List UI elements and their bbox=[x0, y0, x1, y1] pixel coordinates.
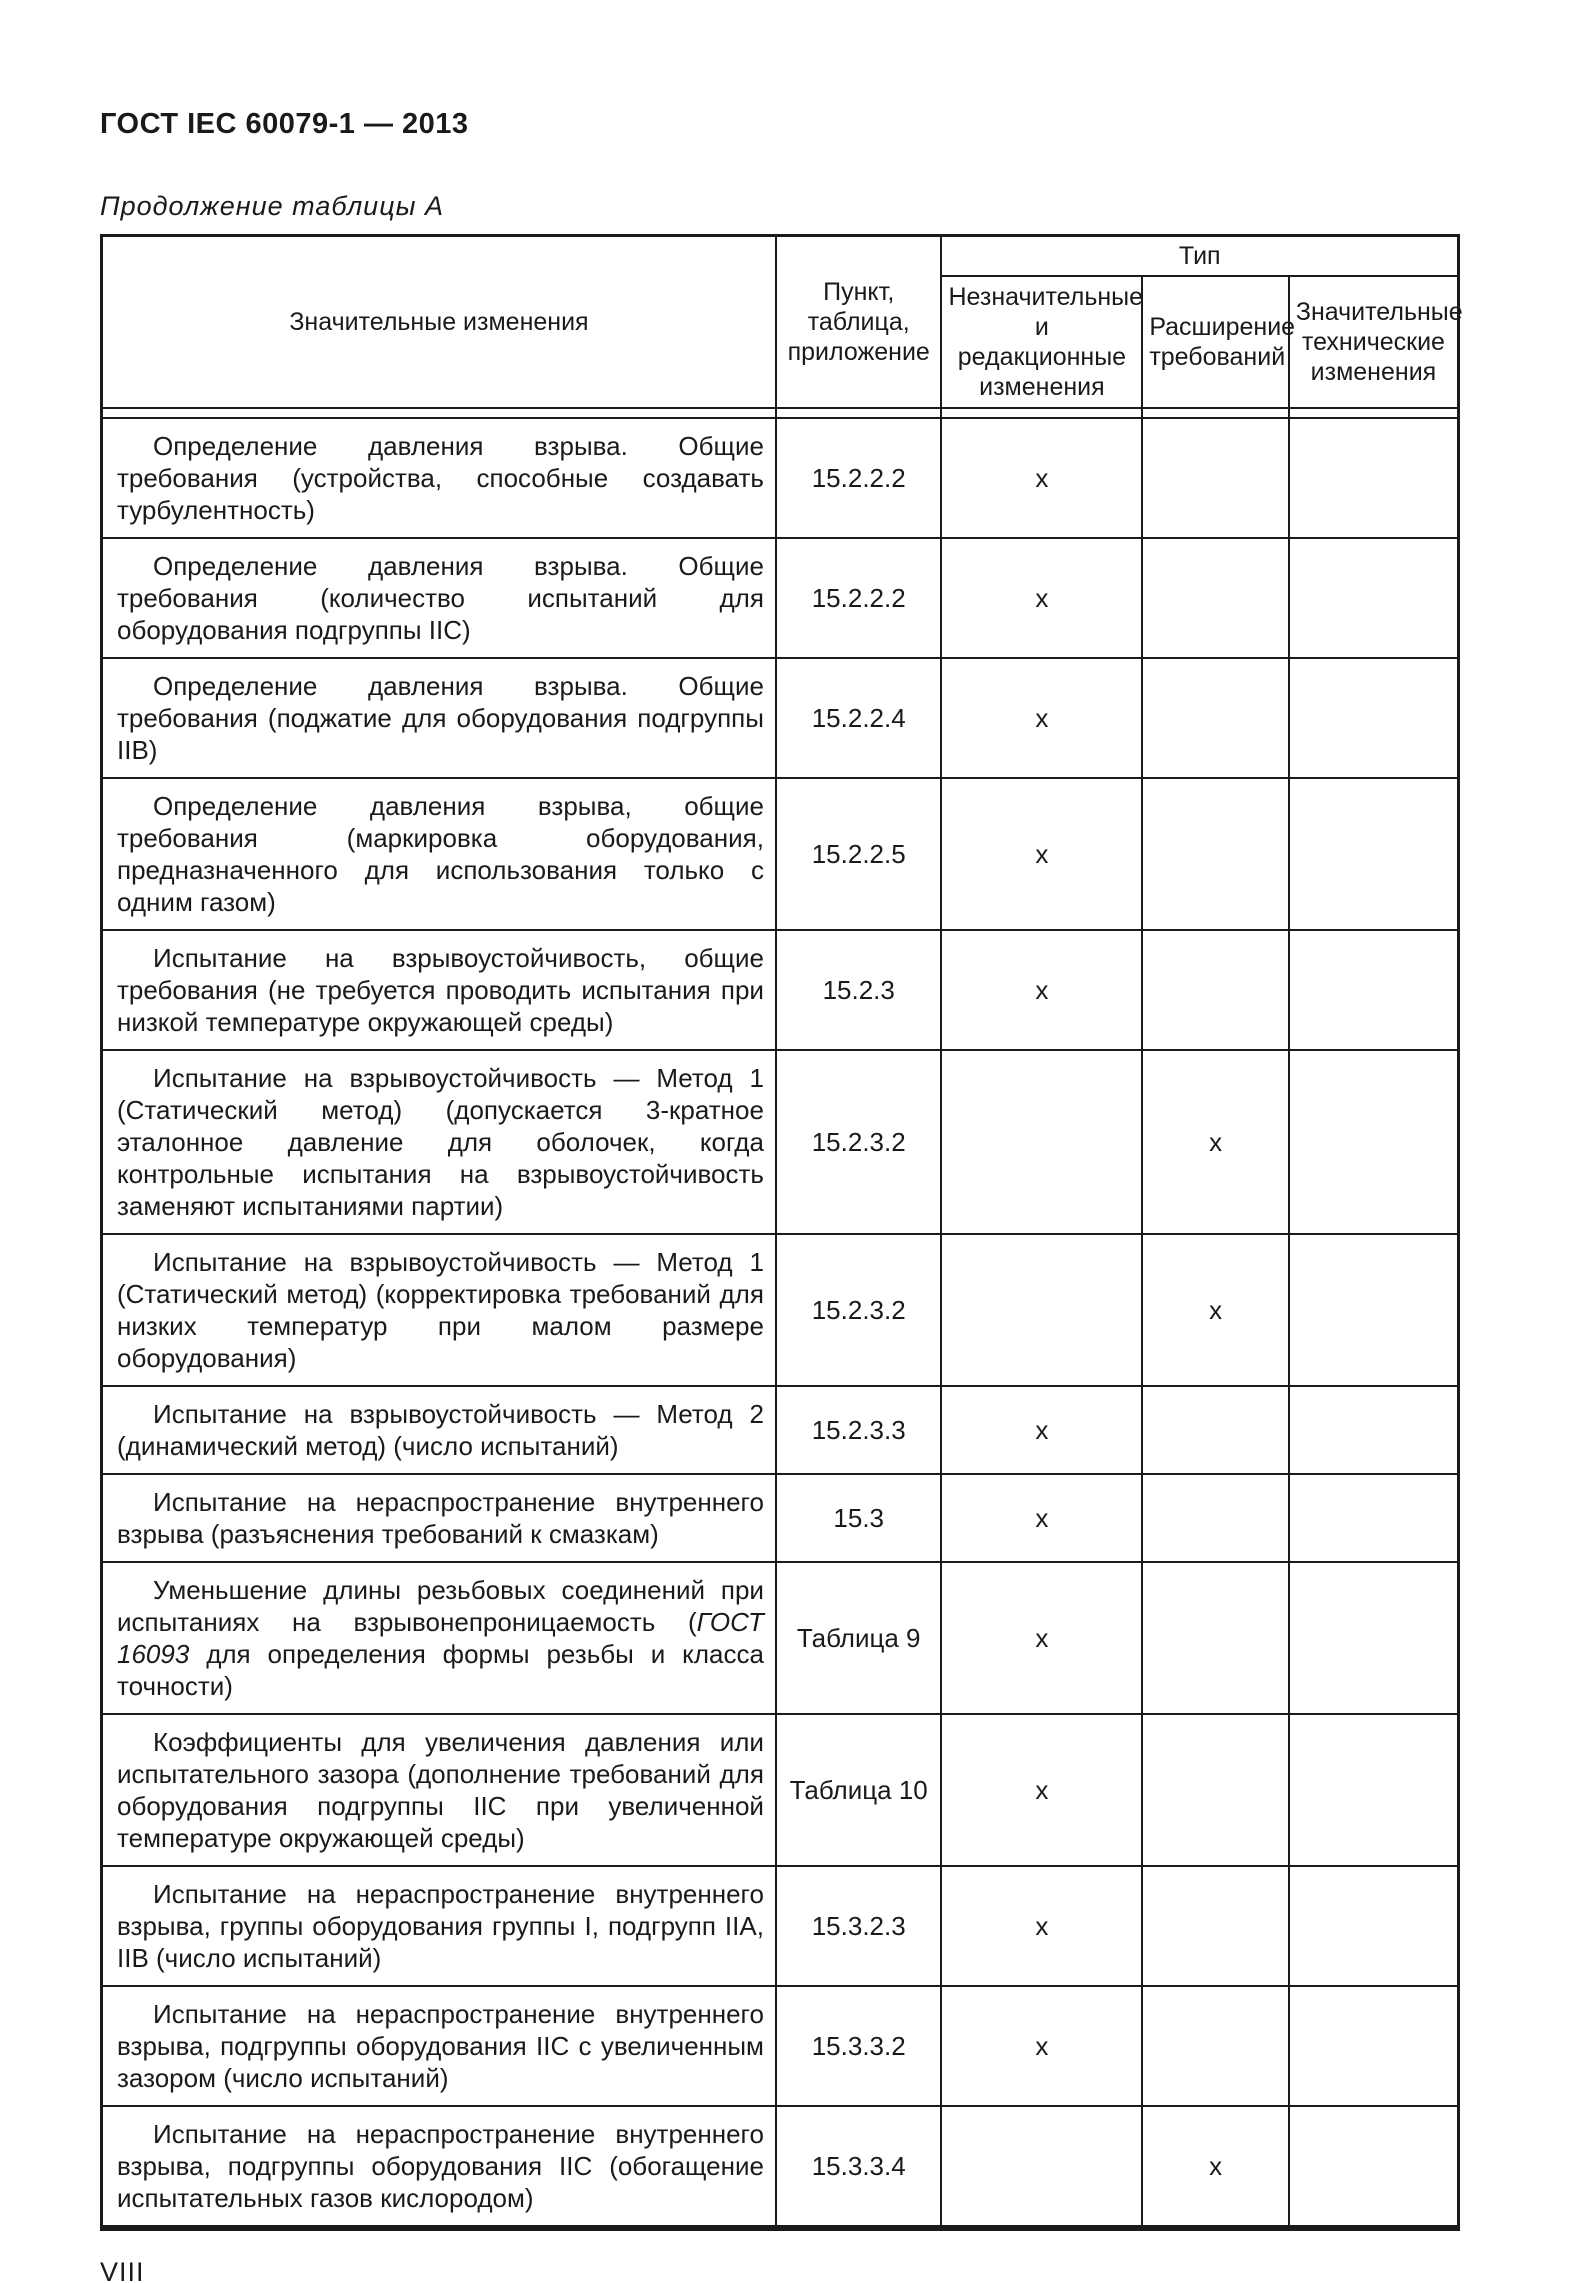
significant-mark-cell bbox=[1289, 1474, 1459, 1562]
clause-cell: 15.2.3.3 bbox=[776, 1386, 942, 1474]
table-row bbox=[102, 1050, 1459, 1234]
change-description-cell: Испытание на взрывоустойчивость, общие требования (не требуется проводить испытания при низкой температуре окружающей среды) bbox=[102, 930, 776, 1050]
significant-mark-cell bbox=[1289, 1234, 1459, 1386]
extension-mark-cell bbox=[1142, 1474, 1289, 1562]
clause-cell: Таблица 10 bbox=[776, 1714, 942, 1866]
minor-mark-cell: x bbox=[941, 1714, 1142, 1866]
minor-mark-cell bbox=[941, 2106, 1142, 2228]
extension-mark-cell bbox=[1142, 778, 1289, 930]
table-row bbox=[102, 1562, 1459, 1714]
extension-mark-cell bbox=[1142, 538, 1289, 658]
change-description-cell: Испытание на взрывоустойчивость — Метод 1 (Статический метод) (допускается 3-кратное эталонное давление для оболочек, когда контрольные испытания на взрывоустойчивость заменяют испытаниями партии) bbox=[102, 1050, 776, 1234]
extension-mark-cell bbox=[1142, 1866, 1289, 1986]
significant-mark-cell bbox=[1289, 1386, 1459, 1474]
extension-mark-cell bbox=[1142, 1986, 1289, 2106]
clause-cell: 15.2.3 bbox=[776, 930, 942, 1050]
minor-mark-cell: x bbox=[941, 658, 1142, 778]
clause-cell: 15.3 bbox=[776, 1474, 942, 1562]
significant-mark-cell bbox=[1289, 2106, 1459, 2228]
clause-cell: 15.3.3.4 bbox=[776, 2106, 942, 2228]
significant-mark-cell bbox=[1289, 538, 1459, 658]
extension-mark-cell bbox=[1142, 930, 1289, 1050]
table-row bbox=[102, 1234, 1459, 1386]
change-description-cell: Испытание на нераспространение внутреннего взрыва, группы оборудования группы I, подгрупп IIA, IIB (число испытаний) bbox=[102, 1866, 776, 1986]
header-separator-cell bbox=[776, 408, 942, 418]
changes-table bbox=[100, 234, 1463, 2231]
significant-mark-cell bbox=[1289, 778, 1459, 930]
change-description-cell: Определение давления взрыва, общие требования (маркировка оборудования, предназначенного для использования только с одним газом) bbox=[102, 778, 776, 930]
minor-mark-cell: x bbox=[941, 930, 1142, 1050]
table-row bbox=[102, 778, 1459, 930]
clause-cell: 15.2.2.2 bbox=[776, 418, 942, 538]
minor-mark-cell: x bbox=[941, 1986, 1142, 2106]
document-number: ГОСТ IEC 60079-1 — 2013 bbox=[100, 108, 469, 140]
table-row bbox=[102, 538, 1459, 658]
clause-cell: Таблица 9 bbox=[776, 1562, 942, 1714]
header-separator-cell bbox=[1289, 408, 1459, 418]
page-number: VIII bbox=[100, 2256, 145, 2283]
change-description-cell: Испытание на нераспространение внутреннего взрыва, подгруппы оборудования IIC с увеличенным зазором (число испытаний) bbox=[102, 1986, 776, 2106]
change-description-cell: Коэффициенты для увеличения давления или испытательного зазора (дополнение требований для оборудования подгруппы IIC при увеличенной температуре окружающей среды) bbox=[102, 1714, 776, 1866]
table-row bbox=[102, 418, 1459, 538]
extension-mark-cell: x bbox=[1142, 2106, 1289, 2228]
minor-mark-cell: x bbox=[941, 778, 1142, 930]
change-description-cell: Испытание на взрывоустойчивость — Метод 2 (динамический метод) (число испытаний) bbox=[102, 1386, 776, 1474]
header-separator-cell bbox=[941, 408, 1142, 418]
header-clause-table-annex: Пункт, таблица, приложение bbox=[776, 236, 942, 408]
extension-mark-cell bbox=[1142, 1386, 1289, 1474]
clause-cell: 15.3.2.3 bbox=[776, 1866, 942, 1986]
clause-cell: 15.2.2.4 bbox=[776, 658, 942, 778]
minor-mark-cell: x bbox=[941, 1386, 1142, 1474]
significant-mark-cell bbox=[1289, 1050, 1459, 1234]
italic-standard-reference: ГОСТ 16093 bbox=[117, 1606, 764, 1669]
minor-mark-cell bbox=[941, 1050, 1142, 1234]
minor-mark-cell bbox=[941, 1234, 1142, 1386]
minor-mark-cell: x bbox=[941, 418, 1142, 538]
extension-mark-cell bbox=[1142, 1714, 1289, 1866]
extension-mark-cell bbox=[1142, 658, 1289, 778]
change-description-cell: Испытание на нераспространение внутреннего взрыва, подгруппы оборудования IIC (обогащение испытательных газов кислородом) bbox=[102, 2106, 776, 2228]
table-row bbox=[102, 1714, 1459, 1866]
table-row bbox=[102, 2106, 1459, 2228]
header-row-top bbox=[102, 236, 1459, 276]
clause-cell: 15.2.3.2 bbox=[776, 1050, 942, 1234]
header-type-minor-editorial: Незначительные и редакционные изменения bbox=[941, 276, 1142, 408]
table-row bbox=[102, 1986, 1459, 2106]
significant-mark-cell bbox=[1289, 658, 1459, 778]
change-description-cell: Испытание на нераспространение внутреннего взрыва (разъяснения требований к смазкам) bbox=[102, 1474, 776, 1562]
header-double-rule bbox=[102, 408, 1459, 418]
minor-mark-cell: x bbox=[941, 538, 1142, 658]
clause-cell: 15.3.3.2 bbox=[776, 1986, 942, 2106]
clause-cell: 15.2.2.2 bbox=[776, 538, 942, 658]
header-separator-cell bbox=[1142, 408, 1289, 418]
table-row bbox=[102, 1866, 1459, 1986]
table-body bbox=[102, 418, 1459, 2228]
extension-mark-cell: x bbox=[1142, 1050, 1289, 1234]
change-description-cell: Определение давления взрыва. Общие требования (устройства, способные создавать турбулентность) bbox=[102, 418, 776, 538]
extension-mark-cell bbox=[1142, 418, 1289, 538]
header-type-group: Тип bbox=[941, 236, 1458, 276]
table-row bbox=[102, 930, 1459, 1050]
table-row bbox=[102, 658, 1459, 778]
table-caption: Продолжение таблицы А bbox=[100, 191, 445, 221]
header-significant-changes: Значительные изменения bbox=[102, 236, 776, 408]
significant-mark-cell bbox=[1289, 1714, 1459, 1866]
minor-mark-cell: x bbox=[941, 1562, 1142, 1714]
header-separator-cell bbox=[102, 408, 776, 418]
change-description-cell: Определение давления взрыва. Общие требования (количество испытаний для оборудования подгруппы IIC) bbox=[102, 538, 776, 658]
extension-mark-cell: x bbox=[1142, 1234, 1289, 1386]
significant-mark-cell bbox=[1289, 1562, 1459, 1714]
change-description-cell: Определение давления взрыва. Общие требования (поджатие для оборудования подгруппы IIB) bbox=[102, 658, 776, 778]
significant-mark-cell bbox=[1289, 418, 1459, 538]
table-row bbox=[102, 1474, 1459, 1562]
extension-mark-cell bbox=[1142, 1562, 1289, 1714]
header-type-significant-technical: Значительные технические изменения bbox=[1289, 276, 1459, 408]
change-description-cell: Испытание на взрывоустойчивость — Метод 1 (Статический метод) (корректировка требований для низких температур при малом размере оборудования) bbox=[102, 1234, 776, 1386]
minor-mark-cell: x bbox=[941, 1866, 1142, 1986]
clause-cell: 15.2.2.5 bbox=[776, 778, 942, 930]
significant-mark-cell bbox=[1289, 1986, 1459, 2106]
table-row bbox=[102, 1386, 1459, 1474]
table-header bbox=[102, 236, 1463, 418]
significant-mark-cell bbox=[1289, 930, 1459, 1050]
minor-mark-cell: x bbox=[941, 1474, 1142, 1562]
significant-mark-cell bbox=[1289, 1866, 1459, 1986]
header-type-extension: Расширение требований bbox=[1142, 276, 1289, 408]
change-description-cell: Уменьшение длины резьбовых соединений при испытаниях на взрывонепроницаемость (ГОСТ 16093 для определения формы резьбы и класса точности) bbox=[102, 1562, 776, 1714]
clause-cell: 15.2.3.2 bbox=[776, 1234, 942, 1386]
